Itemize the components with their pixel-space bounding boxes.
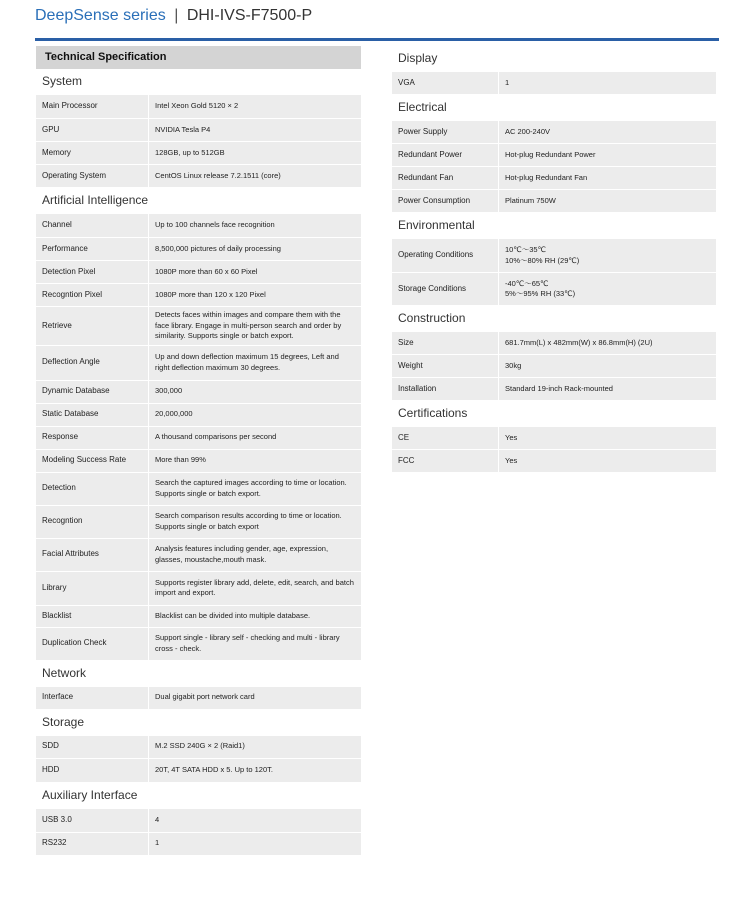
spec-label: Duplication Check — [36, 628, 149, 660]
spec-row — [36, 381, 361, 403]
spec-value: Support single - library self - checking and multi - library cross - check. — [149, 628, 361, 660]
spec-table-auxiliary-interface — [36, 808, 361, 856]
spec-row — [392, 427, 716, 449]
spec-label: Redundant Power — [392, 144, 499, 166]
spec-row — [36, 606, 361, 627]
spec-title: Technical Specification — [36, 46, 361, 69]
right-column — [392, 46, 716, 473]
spec-label: Operating Conditions — [392, 239, 499, 272]
spec-label: Memory — [36, 142, 149, 164]
spec-label: Retrieve — [36, 307, 149, 345]
spec-row — [392, 121, 716, 143]
spec-row — [36, 238, 361, 260]
spec-value: 10℃～35℃ 10%～80% RH (29℃) — [499, 239, 716, 272]
spec-value: 300,000 — [149, 381, 361, 403]
spec-value: Yes — [499, 427, 716, 449]
series-name: DeepSense series — [35, 7, 166, 24]
spec-row — [36, 427, 361, 449]
spec-row — [36, 119, 361, 141]
spec-row — [392, 273, 716, 305]
spec-row — [36, 165, 361, 187]
spec-label: Library — [36, 572, 149, 605]
spec-label: HDD — [36, 759, 149, 782]
spec-value: 681.7mm(L) x 482mm(W) x 86.8mm(H) (2U) — [499, 332, 716, 354]
spec-value: Blacklist can be divided into multiple database. — [149, 606, 361, 627]
spec-table-network — [36, 686, 361, 710]
spec-label: Size — [392, 332, 499, 354]
spec-label: Main Processor — [36, 95, 149, 118]
spec-value: Search the captured images according to time or location. Supports single or batch export. — [149, 473, 361, 505]
spec-value: Platinum 750W — [499, 190, 716, 212]
spec-table-construction — [392, 331, 716, 401]
header-separator: | — [174, 7, 179, 24]
spec-label: Deflection Angle — [36, 346, 149, 380]
spec-row — [36, 404, 361, 426]
spec-value: 1080P more than 120 x 120 Pixel — [149, 284, 361, 306]
spec-value: A thousand comparisons per second — [149, 427, 361, 449]
spec-row — [36, 687, 361, 709]
spec-label: VGA — [392, 72, 499, 94]
spec-value: Standard 19-inch Rack-mounted — [499, 378, 716, 400]
spec-label: RS232 — [36, 833, 149, 855]
model-name: DHI-IVS-F7500-P — [186, 7, 313, 24]
spec-value: Yes — [499, 450, 716, 472]
spec-value: Hot-plug Redundant Fan — [499, 167, 716, 189]
spec-label: CE — [392, 427, 499, 449]
spec-row — [392, 332, 716, 354]
spec-row — [36, 506, 361, 538]
spec-table-system — [36, 94, 361, 188]
spec-value: 1 — [149, 833, 361, 855]
spec-label: Storage Conditions — [392, 273, 499, 305]
spec-row — [392, 239, 716, 272]
section-heading-display: Display — [398, 51, 438, 65]
section-heading-certifications: Certifications — [398, 406, 468, 420]
spec-label: Detection Pixel — [36, 261, 149, 283]
spec-value: -40℃～65℃ 5%～95% RH (33℃) — [499, 273, 716, 305]
spec-label: Operating System — [36, 165, 149, 187]
page-header — [35, 7, 719, 33]
spec-label: Recogntion — [36, 506, 149, 538]
spec-row — [392, 378, 716, 400]
spec-value: Search comparison results according to time or location. Supports single or batch export — [149, 506, 361, 538]
spec-value: Up to 100 channels face recognition — [149, 214, 361, 237]
spec-row — [36, 450, 361, 472]
spec-row — [36, 473, 361, 505]
spec-row — [392, 190, 716, 212]
spec-row — [36, 214, 361, 237]
spec-value: 128GB, up to 512GB — [149, 142, 361, 164]
spec-label: Dynamic Database — [36, 381, 149, 403]
spec-value: Up and down deflection maximum 15 degrees, Left and right deflection maximum 30 degrees. — [149, 346, 361, 380]
spec-row — [36, 346, 361, 380]
spec-row — [392, 72, 716, 94]
spec-value: Intel Xeon Gold 5120 × 2 — [149, 95, 361, 118]
spec-table-storage — [36, 735, 361, 783]
section-heading-network: Network — [42, 665, 87, 680]
section-heading-auxiliary-interface: Auxiliary Interface — [42, 787, 138, 802]
spec-label: Detection — [36, 473, 149, 505]
spec-value: 30kg — [499, 355, 716, 377]
spec-row — [36, 628, 361, 660]
spec-value: Detects faces within images and compare them with the face library. Engage in multi-person search and order by similarity. Supports single or batch export. — [149, 307, 361, 345]
spec-row — [36, 307, 361, 345]
spec-row — [36, 572, 361, 605]
spec-table-artificial-intelligence — [36, 213, 361, 661]
spec-row — [36, 736, 361, 758]
spec-label: GPU — [36, 119, 149, 141]
spec-value: 4 — [149, 809, 361, 832]
spec-row — [392, 450, 716, 472]
spec-value: Hot-plug Redundant Power — [499, 144, 716, 166]
spec-value: NVIDIA Tesla P4 — [149, 119, 361, 141]
spec-value: 1080P more than 60 x 60 Pixel — [149, 261, 361, 283]
spec-label: Power Supply — [392, 121, 499, 143]
left-sections — [36, 69, 361, 856]
spec-label: Performance — [36, 238, 149, 260]
spec-label: Blacklist — [36, 606, 149, 627]
spec-value: 1 — [499, 72, 716, 94]
spec-row — [36, 759, 361, 782]
spec-row — [392, 144, 716, 166]
section-heading-electrical: Electrical — [398, 100, 447, 114]
spec-label: Redundant Fan — [392, 167, 499, 189]
spec-value: More than 99% — [149, 450, 361, 472]
spec-value: Supports register library add, delete, edit, search, and batch import and export. — [149, 572, 361, 605]
spec-table-electrical — [392, 120, 716, 213]
spec-label: Weight — [392, 355, 499, 377]
spec-row — [36, 809, 361, 832]
header-rule — [35, 38, 719, 41]
left-column — [36, 46, 361, 856]
spec-row — [36, 539, 361, 571]
spec-value: Dual gigabit port network card — [149, 687, 361, 709]
spec-label: SDD — [36, 736, 149, 758]
spec-value: 20,000,000 — [149, 404, 361, 426]
spec-value: Analysis features including gender, age, expression, glasses, moustache,mouth mask. — [149, 539, 361, 571]
section-heading-environmental: Environmental — [398, 218, 475, 232]
spec-label: USB 3.0 — [36, 809, 149, 832]
spec-row — [36, 833, 361, 855]
spec-label: Channel — [36, 214, 149, 237]
right-sections — [392, 46, 716, 473]
spec-row — [36, 261, 361, 283]
spec-label: Interface — [36, 687, 149, 709]
spec-value: 20T, 4T SATA HDD x 5. Up to 120T. — [149, 759, 361, 782]
spec-row — [392, 355, 716, 377]
spec-value: 8,500,000 pictures of daily processing — [149, 238, 361, 260]
spec-label: Response — [36, 427, 149, 449]
spec-table-display — [392, 71, 716, 95]
spec-label: Power Consumption — [392, 190, 499, 212]
spec-table-environmental — [392, 238, 716, 306]
spec-row — [392, 167, 716, 189]
spec-value: AC 200-240V — [499, 121, 716, 143]
spec-label: Static Database — [36, 404, 149, 426]
spec-row — [36, 142, 361, 164]
spec-label: FCC — [392, 450, 499, 472]
spec-row — [36, 284, 361, 306]
spec-value: CentOS Linux release 7.2.1511 (core) — [149, 165, 361, 187]
spec-table-certifications — [392, 426, 716, 473]
section-heading-artificial-intelligence: Artificial Intelligence — [42, 193, 149, 207]
spec-label: Installation — [392, 378, 499, 400]
section-heading-construction: Construction — [398, 311, 466, 325]
section-heading-storage: Storage — [42, 714, 85, 729]
spec-label: Facial Attributes — [36, 539, 149, 571]
spec-row — [36, 95, 361, 118]
spec-label: Modeling Success Rate — [36, 450, 149, 472]
spec-value: M.2 SSD 240G × 2 (Raid1) — [149, 736, 361, 758]
spec-label: Recogntion Pixel — [36, 284, 149, 306]
section-heading-system: System — [42, 74, 83, 88]
